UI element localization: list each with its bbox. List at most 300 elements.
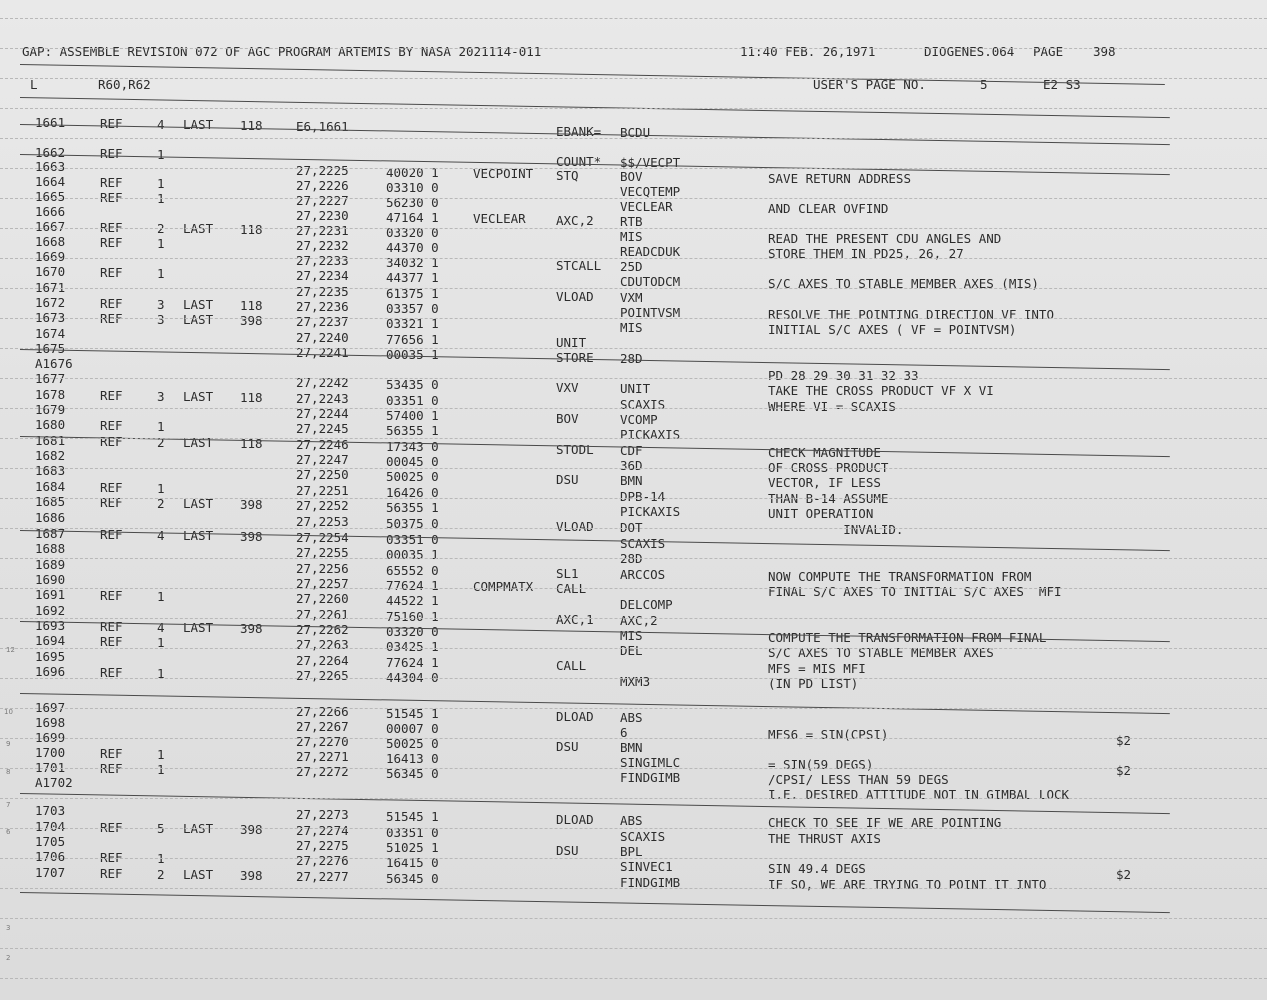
- ref-count: 1: [157, 175, 165, 191]
- line-number: 1672: [35, 294, 66, 310]
- address: 27,2233: [296, 253, 349, 269]
- label: VECPOINT: [473, 166, 534, 182]
- octal-code: 03310 0: [386, 179, 439, 195]
- ref-count: 1: [157, 480, 165, 496]
- margin-mark: 8: [6, 768, 11, 776]
- ref-keyword: REF: [100, 587, 123, 603]
- last-keyword: LAST: [183, 496, 214, 512]
- guide-line: [0, 348, 1267, 349]
- octal-code: 03351 0: [386, 824, 439, 840]
- operand: UNIT: [620, 380, 651, 396]
- address: 27,2247: [296, 452, 349, 468]
- users-page-number: 5: [980, 77, 988, 92]
- last-keyword: LAST: [183, 221, 214, 237]
- address: 27,2276: [296, 853, 349, 869]
- ref-count: 1: [157, 746, 165, 762]
- operand: $$/VECPT: [620, 154, 681, 170]
- opcode: VXV: [556, 379, 579, 395]
- ref-count: 2: [157, 434, 165, 450]
- line-number: 1664: [35, 173, 66, 189]
- last-page: 398: [240, 822, 263, 838]
- octal-code: 51545 1: [386, 808, 439, 824]
- comment: PD 28 29 30 31 32 33: [768, 368, 919, 384]
- guide-line: [0, 468, 1267, 469]
- line-number: 1668: [35, 233, 66, 249]
- octal-code: 56355 1: [386, 499, 439, 515]
- address: 27,2275: [296, 838, 349, 854]
- operand: POINTVSM: [620, 304, 681, 320]
- last-keyword: LAST: [183, 389, 214, 405]
- listing-line: [0, 663, 1267, 692]
- opcode: UNIT: [556, 334, 587, 350]
- guide-line: [0, 648, 1267, 649]
- guide-line: [0, 258, 1267, 259]
- octal-code: 03320 0: [386, 623, 439, 639]
- octal-code: 34032 1: [386, 254, 439, 270]
- operand: MIS: [620, 319, 643, 335]
- octal-code: 50025 0: [386, 735, 439, 751]
- comment: (IN PD LIST): [768, 676, 859, 692]
- guide-line: [0, 918, 1267, 919]
- operand: DPB-14: [620, 488, 666, 504]
- header-line-1: [0, 44, 1267, 60]
- address: 27,2250: [296, 467, 349, 483]
- line-number: 1667: [35, 218, 66, 234]
- line-number: 1686: [35, 509, 66, 525]
- last-page: 118: [240, 436, 263, 452]
- octal-code: 40020 1: [386, 164, 439, 180]
- guide-line: [0, 618, 1267, 619]
- address: 27,2225: [296, 163, 349, 179]
- last-page: 398: [240, 621, 263, 637]
- octal-code: 77656 1: [386, 331, 439, 347]
- users-page-label: USER'S PAGE NO.: [813, 77, 926, 92]
- ref-keyword: REF: [100, 433, 123, 449]
- line-number: A1702: [35, 774, 73, 790]
- address: 27,2226: [296, 178, 349, 194]
- last-keyword: LAST: [183, 620, 214, 636]
- line-number: 1677: [35, 370, 66, 386]
- address: 27,2227: [296, 193, 349, 209]
- operand: PICKAXIS: [620, 503, 681, 519]
- comment: S/C AXES TO STABLE MEMBER AXES (MIS): [768, 276, 1039, 292]
- comment: AND CLEAR OVFIND: [768, 201, 889, 217]
- margin-mark: 12: [6, 646, 15, 654]
- opcode: STODL: [556, 441, 594, 457]
- address: 27,2262: [296, 622, 349, 638]
- guide-line: [0, 408, 1267, 409]
- octal-code: 56230 0: [386, 194, 439, 210]
- operand: BPL: [620, 843, 643, 859]
- operand: DOT: [620, 519, 643, 535]
- address: 27,2272: [296, 764, 349, 780]
- address: 27,2243: [296, 391, 349, 407]
- guide-line: [0, 228, 1267, 229]
- octal-code: 16426 0: [386, 484, 439, 500]
- comment: = SIN(59 DEGS): [768, 757, 874, 773]
- address: 27,2242: [296, 375, 349, 391]
- line-number: 1707: [35, 864, 66, 880]
- listing-line: [0, 864, 1267, 893]
- guide-line: [0, 738, 1267, 739]
- operand: CDF: [620, 442, 643, 458]
- comment: COMPUTE THE TRANSFORMATION FROM FINAL: [768, 630, 1047, 646]
- address: 27,2265: [296, 668, 349, 684]
- octal-code: 17343 0: [386, 438, 439, 454]
- line-number: 1673: [35, 309, 66, 325]
- line-number: 1690: [35, 571, 66, 587]
- comment: FINAL S/C AXES TO INITIAL S/C AXES MFI: [768, 584, 1062, 600]
- operand: SCAXIS: [620, 396, 666, 412]
- ref-count: 3: [157, 296, 165, 312]
- last-page: 118: [240, 118, 263, 134]
- last-page: 398: [240, 497, 263, 513]
- ref-count: 1: [157, 634, 165, 650]
- address: 27,2263: [296, 637, 349, 653]
- address: 27,2255: [296, 545, 349, 561]
- octal-code: 44370 0: [386, 239, 439, 255]
- operand: BMN: [620, 739, 643, 755]
- guide-line: [0, 108, 1267, 109]
- page-label: PAGE: [1033, 44, 1064, 59]
- ref-keyword: REF: [100, 479, 123, 495]
- ref-count: 1: [157, 190, 165, 206]
- comment: TAKE THE CROSS PRODUCT VF X VI: [768, 383, 994, 399]
- line-number: 1689: [35, 556, 66, 572]
- operand: 36D: [620, 457, 643, 473]
- ref-count: 1: [157, 850, 165, 866]
- guide-line: [0, 558, 1267, 559]
- octal-code: 56355 1: [386, 422, 439, 438]
- operand: CDUTODCM: [620, 273, 681, 289]
- octal-code: 56345 0: [386, 870, 439, 886]
- line-number: 1696: [35, 663, 66, 679]
- guide-line: [0, 678, 1267, 679]
- comment: MFS = MIS MFI: [768, 661, 866, 677]
- operand: SCAXIS: [620, 535, 666, 551]
- ref-keyword: REF: [100, 295, 123, 311]
- label: VECLEAR: [473, 211, 526, 227]
- comment: UNIT OPERATION: [768, 506, 874, 522]
- operand: SINGIMLC: [620, 754, 681, 770]
- address: 27,2266: [296, 704, 349, 720]
- log-tag: $2: [1116, 733, 1132, 749]
- address: 27,2267: [296, 719, 349, 735]
- address: 27,2241: [296, 345, 349, 361]
- line-number: 1681: [35, 432, 66, 448]
- last-page: 398: [240, 529, 263, 545]
- operand: MXM3: [620, 673, 651, 689]
- octal-code: 00035 1: [386, 346, 439, 362]
- line-number: 1663: [35, 158, 66, 174]
- ref-keyword: REF: [100, 417, 123, 433]
- octal-code: 77624 1: [386, 577, 439, 593]
- line-number: 1695: [35, 648, 66, 664]
- opcode: BOV: [556, 410, 579, 426]
- ref-keyword: REF: [100, 849, 123, 865]
- opcode: DSU: [556, 471, 579, 487]
- ref-count: 3: [157, 388, 165, 404]
- last-page: 398: [240, 313, 263, 329]
- octal-code: 03351 0: [386, 392, 439, 408]
- comment: SAVE RETURN ADDRESS: [768, 171, 911, 187]
- ref-keyword: REF: [100, 264, 123, 280]
- octal-code: 51025 1: [386, 839, 439, 855]
- opcode: VLOAD: [556, 518, 594, 534]
- operand: BOV: [620, 168, 643, 184]
- line-number: 1688: [35, 540, 66, 556]
- comment: THE THRUST AXIS: [768, 831, 881, 847]
- line-number: 1682: [35, 447, 66, 463]
- comment: VECTOR, IF LESS: [768, 475, 881, 491]
- operand: 6: [620, 724, 628, 740]
- ref-keyword: REF: [100, 234, 123, 250]
- octal-code: 65552 0: [386, 562, 439, 578]
- operand: FINDGIMB: [620, 769, 681, 785]
- address: 27,2254: [296, 530, 349, 546]
- octal-code: 53435 0: [386, 376, 439, 392]
- opcode: DLOAD: [556, 811, 594, 827]
- address: 27,2277: [296, 869, 349, 885]
- address: 27,2235: [296, 284, 349, 300]
- ref-count: 1: [157, 588, 165, 604]
- opcode: DSU: [556, 738, 579, 754]
- margin-mark: 6: [6, 828, 11, 836]
- address: 27,2232: [296, 238, 349, 254]
- margin-mark: 7: [6, 801, 11, 809]
- operand: VXM: [620, 289, 643, 305]
- line-number: 1670: [35, 263, 66, 279]
- address: E6,1661: [296, 119, 349, 135]
- octal-code: 00045 0: [386, 453, 439, 469]
- guide-line: [0, 948, 1267, 949]
- page-rule: [20, 892, 1170, 913]
- octal-code: 44377 1: [386, 269, 439, 285]
- guide-line: [0, 438, 1267, 439]
- last-keyword: LAST: [183, 435, 214, 451]
- ref-keyword: REF: [100, 145, 123, 161]
- ref-keyword: REF: [100, 526, 123, 542]
- line-number: 1694: [35, 632, 66, 648]
- opcode: CALL: [556, 580, 587, 596]
- line-number: 1701: [35, 759, 66, 775]
- opcode: STORE: [556, 349, 594, 365]
- comment: IF SO, WE ARE TRYING TO POINT IT INTO: [768, 877, 1047, 893]
- ref-count: 4: [157, 619, 165, 635]
- comment: NOW COMPUTE THE TRANSFORMATION FROM: [768, 569, 1032, 585]
- machine-name: DIOGENES.064: [924, 44, 1015, 59]
- line-number: 1680: [35, 416, 66, 432]
- opcode: AXC,1: [556, 611, 594, 627]
- line-number: 1691: [35, 586, 66, 602]
- operand: PICKAXIS: [620, 426, 681, 442]
- line-number: 1662: [35, 144, 66, 160]
- operand: AXC,2: [620, 612, 658, 628]
- page-number: 398: [1093, 44, 1116, 59]
- last-keyword: LAST: [183, 821, 214, 837]
- last-keyword: LAST: [183, 867, 214, 883]
- guide-line: [0, 708, 1267, 709]
- address: 27,2244: [296, 406, 349, 422]
- routine-name: R60,R62: [98, 77, 151, 92]
- line-number: 1671: [35, 279, 66, 295]
- last-page: 118: [240, 298, 263, 314]
- line-number: 1678: [35, 386, 66, 402]
- ref-count: 2: [157, 866, 165, 882]
- opcode: CALL: [556, 657, 587, 673]
- line-number: 1697: [35, 699, 66, 715]
- octal-code: 16413 0: [386, 750, 439, 766]
- address: 27,2273: [296, 807, 349, 823]
- line-number: 1704: [35, 818, 66, 834]
- octal-code: 03357 0: [386, 300, 439, 316]
- operand: 28D: [620, 350, 643, 366]
- line-number: 1693: [35, 617, 66, 633]
- octal-code: 57400 1: [386, 407, 439, 423]
- operand: ABS: [620, 709, 643, 725]
- operand: ARCCOS: [620, 566, 666, 582]
- octal-code: 03425 1: [386, 638, 439, 654]
- octal-code: 44304 0: [386, 669, 439, 685]
- listing-line: [0, 774, 1267, 803]
- ref-count: 3: [157, 311, 165, 327]
- address: 27,2245: [296, 421, 349, 437]
- guide-line: [0, 138, 1267, 139]
- guide-line: [0, 768, 1267, 769]
- opcode: AXC,2: [556, 212, 594, 228]
- ref-count: 5: [157, 820, 165, 836]
- operand: BCDU: [620, 124, 651, 140]
- octal-code: 56345 0: [386, 765, 439, 781]
- line-number: 1675: [35, 340, 66, 356]
- ref-keyword: REF: [100, 189, 123, 205]
- octal-code: 16415 0: [386, 854, 439, 870]
- label: COMPMATX: [473, 579, 534, 595]
- last-keyword: LAST: [183, 528, 214, 544]
- guide-line: [0, 978, 1267, 979]
- ref-keyword: REF: [100, 760, 123, 776]
- ref-count: 4: [157, 527, 165, 543]
- ref-keyword: REF: [100, 664, 123, 680]
- address: 27,2234: [296, 268, 349, 284]
- operand: VECLEAR: [620, 198, 673, 214]
- comment: INVALID.: [768, 522, 904, 538]
- opcode: DLOAD: [556, 708, 594, 724]
- comment: MFS6 = SIN(CPSI): [768, 727, 889, 743]
- log-mark: L: [30, 77, 38, 92]
- ref-count: 1: [157, 665, 165, 681]
- guide-line: [0, 288, 1267, 289]
- operand: MIS: [620, 627, 643, 643]
- address: 27,2236: [296, 299, 349, 315]
- line-number: 1683: [35, 462, 66, 478]
- guide-line: [0, 498, 1267, 499]
- operand: SCAXIS: [620, 828, 666, 844]
- ref-count: 1: [157, 146, 165, 162]
- opcode: STCALL: [556, 257, 602, 273]
- comment: CHECK MAGNITUDE: [768, 445, 881, 461]
- ref-keyword: REF: [100, 115, 123, 131]
- octal-code: 03320 0: [386, 224, 439, 240]
- line-number: 1661: [35, 114, 66, 130]
- ref-keyword: REF: [100, 387, 123, 403]
- margin-mark: 9: [6, 740, 11, 748]
- header-line-2: [0, 77, 1267, 93]
- guide-line: [0, 198, 1267, 199]
- address: 27,2260: [296, 591, 349, 607]
- print-timestamp: 11:40 FEB. 26,1971: [740, 44, 876, 59]
- log-tag: $2: [1116, 867, 1132, 883]
- comment: /CPSI/ LESS THAN 59 DEGS: [768, 772, 949, 788]
- comment: I.E. DESIRED ATTITUDE NOT IN GIMBAL LOCK: [768, 787, 1070, 803]
- operand: ABS: [620, 812, 643, 828]
- last-page: 118: [240, 390, 263, 406]
- operand: READCDUK: [620, 243, 681, 259]
- operand: RTB: [620, 213, 643, 229]
- address: 27,2253: [296, 514, 349, 530]
- ref-count: 1: [157, 418, 165, 434]
- address: 27,2271: [296, 749, 349, 765]
- address: 27,2252: [296, 498, 349, 514]
- guide-line: [0, 798, 1267, 799]
- ref-keyword: REF: [100, 745, 123, 761]
- ref-keyword: REF: [100, 219, 123, 235]
- line-number: 1698: [35, 714, 66, 730]
- line-number: 1665: [35, 188, 66, 204]
- address: 27,2274: [296, 823, 349, 839]
- guide-line: [0, 528, 1267, 529]
- octal-code: 00007 0: [386, 720, 439, 736]
- log-tag: $2: [1116, 763, 1132, 779]
- octal-code: 44522 1: [386, 592, 439, 608]
- comment: OF CROSS PRODUCT: [768, 460, 889, 476]
- program-title: GAP: ASSEMBLE REVISION 072 OF AGC PROGRAM ARTEMIS BY NASA 2021114-011: [22, 44, 542, 59]
- line-number: 1685: [35, 493, 66, 509]
- operand: SINVEC1: [620, 858, 673, 874]
- address: 27,2237: [296, 314, 349, 330]
- octal-code: 51545 1: [386, 705, 439, 721]
- ref-count: 2: [157, 495, 165, 511]
- opcode: DSU: [556, 842, 579, 858]
- operand: VCOMP: [620, 411, 658, 427]
- comment: READ THE PRESENT CDU ANGLES AND: [768, 231, 1002, 247]
- line-number: 1706: [35, 848, 66, 864]
- comment: WHERE VI = SCAXIS: [768, 399, 896, 415]
- line-number: 1666: [35, 203, 66, 219]
- opcode: SL1: [556, 565, 579, 581]
- ref-keyword: REF: [100, 174, 123, 190]
- ref-count: 2: [157, 220, 165, 236]
- margin-mark: 3: [6, 924, 11, 932]
- line-number: 1684: [35, 478, 66, 494]
- opcode: EBANK=: [556, 123, 602, 139]
- ref-count: 1: [157, 235, 165, 251]
- octal-code: 61375 1: [386, 285, 439, 301]
- address: 27,2264: [296, 653, 349, 669]
- last-page: 118: [240, 222, 263, 238]
- octal-code: 03321 1: [386, 315, 439, 331]
- ref-keyword: REF: [100, 310, 123, 326]
- last-keyword: LAST: [183, 312, 214, 328]
- address: 27,2256: [296, 561, 349, 577]
- opcode: COUNT*: [556, 153, 602, 169]
- octal-code: 47164 1: [386, 209, 439, 225]
- last-page: 398: [240, 868, 263, 884]
- line-number: 1669: [35, 248, 66, 264]
- octal-code: 50025 0: [386, 468, 439, 484]
- guide-line: [0, 858, 1267, 859]
- operand: DEL: [620, 642, 643, 658]
